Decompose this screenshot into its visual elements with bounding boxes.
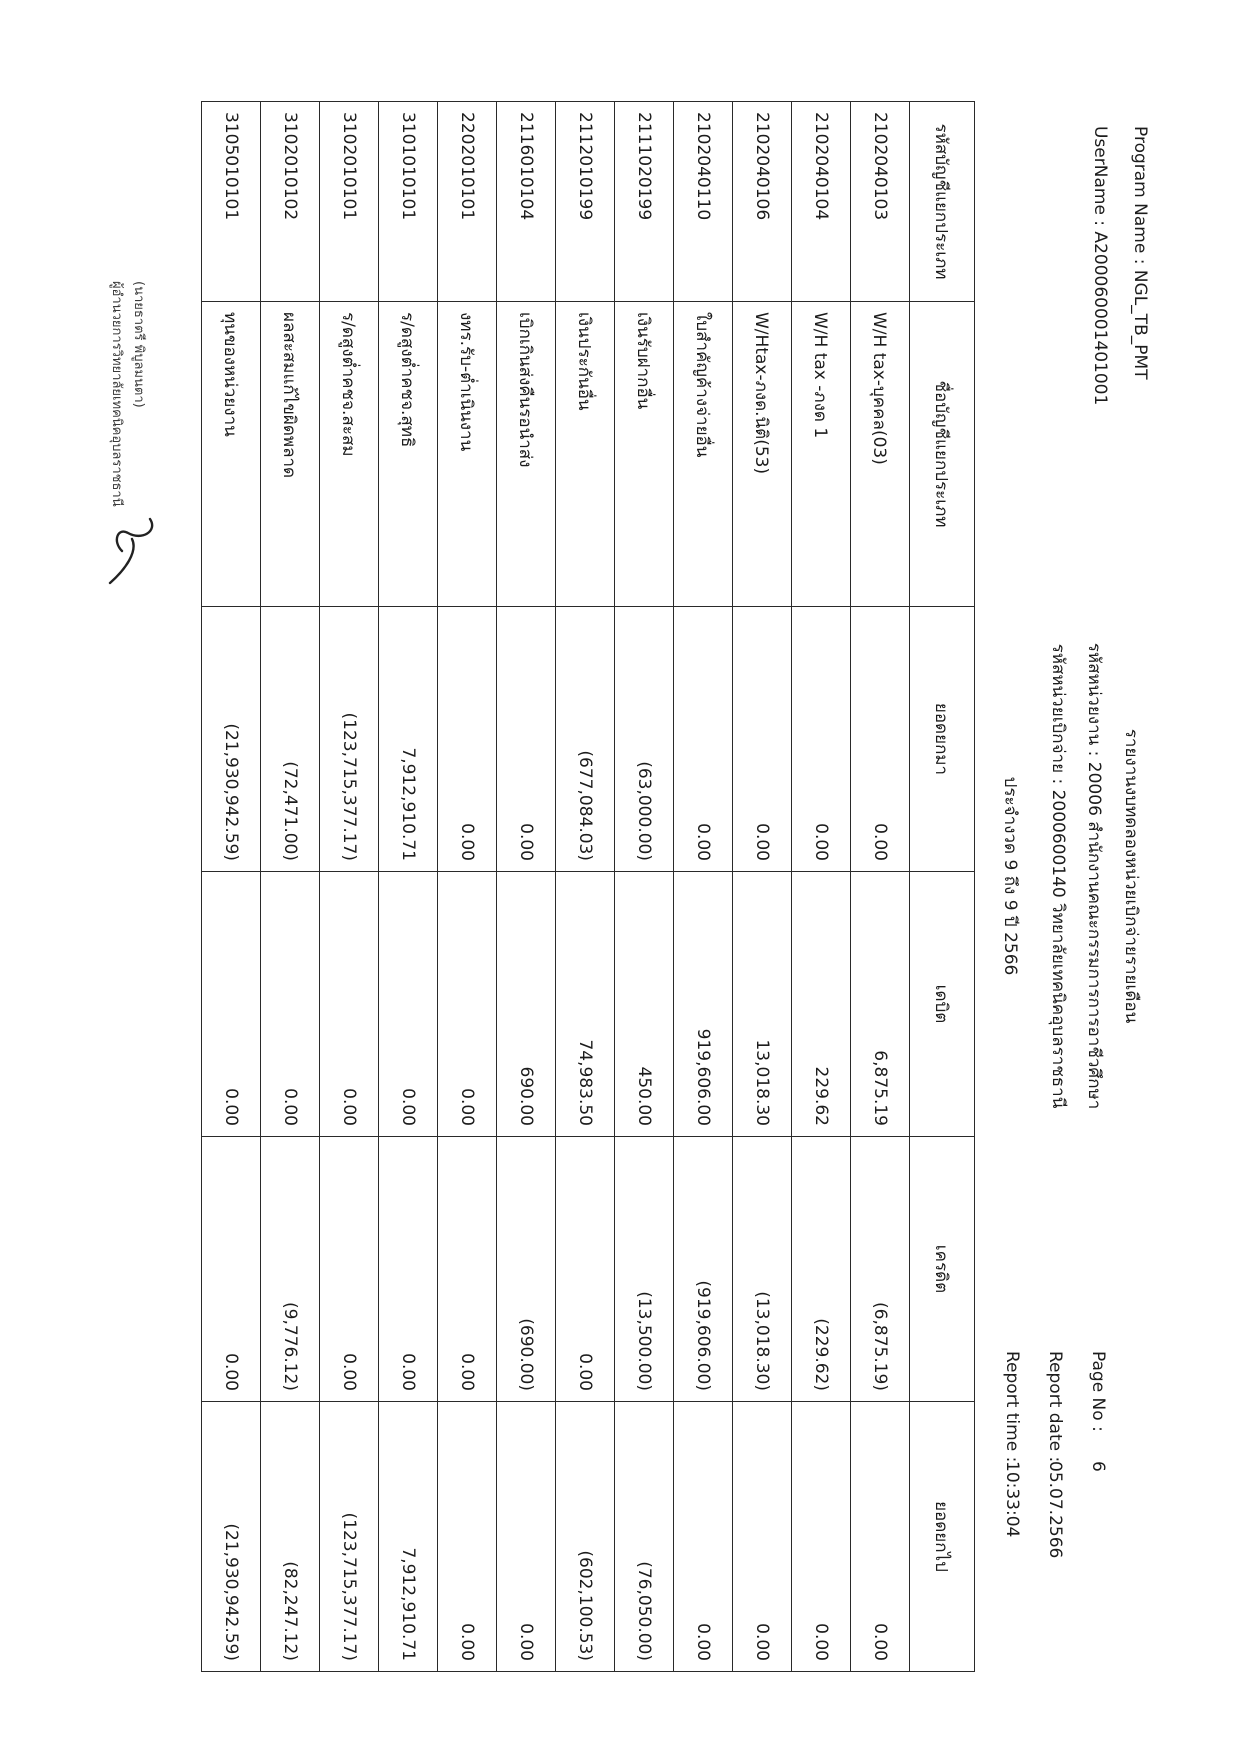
opening-balance-cell: (72,471.00) xyxy=(261,607,320,872)
closing-balance-cell: 0.00 xyxy=(851,1402,910,1672)
table-row xyxy=(556,102,615,1672)
debit-cell: 6,875.19 xyxy=(851,872,910,1137)
account-code-cell: 3105010101 xyxy=(202,102,261,302)
closing-balance-cell: 0.00 xyxy=(438,1402,497,1672)
account-name-cell: เงินประกันอื่น xyxy=(556,302,615,607)
closing-balance-cell: 0.00 xyxy=(733,1402,792,1672)
debit-cell: 690.00 xyxy=(497,872,556,1137)
credit-cell: 0.00 xyxy=(202,1137,261,1402)
program-name: Program Name : NGL_TB_PMT xyxy=(1130,126,1150,380)
account-code-cell: 2116010104 xyxy=(497,102,556,302)
page-no-value: 6 xyxy=(1088,1461,1108,1472)
credit-cell: (9,776.12) xyxy=(261,1137,320,1402)
account-code-cell: 2102040103 xyxy=(851,102,910,302)
col-account-code-header: รหัสบัญชีแยกประเภท xyxy=(910,102,975,302)
period-line: ประจำงวด 9 ถึง 9 ปี 2566 xyxy=(1000,776,1020,976)
opening-balance-cell: 0.00 xyxy=(497,607,556,872)
credit-cell: 0.00 xyxy=(379,1137,438,1402)
report-time-label: Report time : xyxy=(1002,1351,1022,1463)
credit-cell: (6,875.19) xyxy=(851,1137,910,1402)
account-name-cell: เงินรับฝากอื่น xyxy=(615,302,674,607)
closing-balance-cell: (76,050.00) xyxy=(615,1402,674,1672)
closing-balance-cell: 0.00 xyxy=(674,1402,733,1672)
debit-cell: 74,983.50 xyxy=(556,872,615,1137)
opening-balance-cell: 0.00 xyxy=(792,607,851,872)
closing-balance-cell: 0.00 xyxy=(497,1402,556,1672)
table-header-row xyxy=(910,102,975,1672)
report-page xyxy=(50,41,1190,1711)
account-code-cell: 2111020199 xyxy=(615,102,674,302)
debit-cell: 0.00 xyxy=(438,872,497,1137)
account-name-cell: ทุนของหน่วยงาน xyxy=(202,302,261,607)
debit-cell: 0.00 xyxy=(379,872,438,1137)
credit-cell: 0.00 xyxy=(320,1137,379,1402)
credit-cell: (13,018.30) xyxy=(733,1137,792,1402)
col-closing-balance-header: ยอดยกไป xyxy=(910,1402,975,1672)
closing-balance-cell: (82,247.12) xyxy=(261,1402,320,1672)
credit-cell: (690.00) xyxy=(497,1137,556,1402)
opening-balance-cell: (63,000.00) xyxy=(615,607,674,872)
account-name-cell: ผลสะสมแก้ไขผิดพลาด xyxy=(261,302,320,607)
account-code-cell: 2112010199 xyxy=(556,102,615,302)
report-date-value: 05.07.2566 xyxy=(1045,1461,1065,1559)
account-code-cell: 2202010101 xyxy=(438,102,497,302)
closing-balance-cell: (123,715,377.17) xyxy=(320,1402,379,1672)
opening-balance-cell: 7,912,910.71 xyxy=(379,607,438,872)
account-code-cell: 3102010101 xyxy=(320,102,379,302)
account-name-cell: เบิกเกินส่งคืนรอนำส่ง xyxy=(497,302,556,607)
debit-cell: 919,606.00 xyxy=(674,872,733,1137)
table-row xyxy=(733,102,792,1672)
disbursing-unit-line: รหัสหน่วยเบิกจ่าย : 2000600140 วิทยาลัยเทคนิคอุบลราชธานี xyxy=(1048,643,1068,1109)
opening-balance-cell: 0.00 xyxy=(733,607,792,872)
table-row xyxy=(615,102,674,1672)
account-name-cell: งทร.รับ-ต่ำเนินงาน xyxy=(438,302,497,607)
debit-cell: 13,018.30 xyxy=(733,872,792,1137)
account-name-cell: W/H tax -ภงด 1 xyxy=(792,302,851,607)
signer-role: ผู้อำนวยการวิทยาลัยเทคนิคอุบลราชธานี xyxy=(109,281,124,507)
table-row xyxy=(851,102,910,1672)
credit-cell: (229.62) xyxy=(792,1137,851,1402)
table-body xyxy=(202,102,910,1672)
report-date-label: Report date : xyxy=(1045,1351,1065,1463)
account-code-cell: 2102040104 xyxy=(792,102,851,302)
opening-balance-cell: 0.00 xyxy=(438,607,497,872)
col-account-name-header: ชื่อบัญชีแยกประเภท xyxy=(910,302,975,607)
account-code-cell: 2102040110 xyxy=(674,102,733,302)
table-row xyxy=(497,102,556,1672)
signer-name: (นายธาตรี พิบูลมนตา) xyxy=(131,281,146,408)
col-debit-header: เดบิต xyxy=(910,872,975,1137)
debit-cell: 0.00 xyxy=(261,872,320,1137)
credit-cell: (13,500.00) xyxy=(615,1137,674,1402)
account-code-cell: 3102010102 xyxy=(261,102,320,302)
opening-balance-cell: (677,084.03) xyxy=(556,607,615,872)
unit-line: รหัสหน่วยงาน : 20006 สำนักงานคณะกรรมการการอาชีวศึกษา xyxy=(1084,642,1104,1110)
account-name-cell: ร/ดสูงต่ำคชจ.สะสม xyxy=(320,302,379,607)
debit-cell: 229.62 xyxy=(792,872,851,1137)
credit-cell: (919,606.00) xyxy=(674,1137,733,1402)
signature-scribble xyxy=(102,511,162,591)
table-row xyxy=(438,102,497,1672)
user-name: UserName : A200060001401001 xyxy=(1090,126,1110,406)
trial-balance-table xyxy=(201,101,975,1672)
closing-balance-cell: (602,100.53) xyxy=(556,1402,615,1672)
account-code-cell: 3101010101 xyxy=(379,102,438,302)
credit-cell: 0.00 xyxy=(438,1137,497,1402)
debit-cell: 0.00 xyxy=(320,872,379,1137)
account-name-cell: W/Htax-ภงด.นิติ(53) xyxy=(733,302,792,607)
col-credit-header: เครดิต xyxy=(910,1137,975,1402)
account-name-cell: W/H tax-บุคคล(03) xyxy=(851,302,910,607)
table-row xyxy=(320,102,379,1672)
closing-balance-cell: 7,912,910.71 xyxy=(379,1402,438,1672)
table-row xyxy=(792,102,851,1672)
report-time-value: 10:33:04 xyxy=(1002,1461,1022,1538)
table-row xyxy=(202,102,261,1672)
table-row xyxy=(674,102,733,1672)
report-title: รายงานงบทดลองหน่วยเบิกจ่ายรายเดือน xyxy=(1121,728,1141,1024)
debit-cell: 450.00 xyxy=(615,872,674,1137)
opening-balance-cell: (123,715,377.17) xyxy=(320,607,379,872)
table-row xyxy=(261,102,320,1672)
account-name-cell: ใบสำคัญค้างจ่ายอื่น xyxy=(674,302,733,607)
col-opening-balance-header: ยอดยกมา xyxy=(910,607,975,872)
account-name-cell: ร/ดสูงต่ำคชจ.สุทธิ xyxy=(379,302,438,607)
closing-balance-cell: 0.00 xyxy=(792,1402,851,1672)
account-code-cell: 2102040106 xyxy=(733,102,792,302)
closing-balance-cell: (21,930,942.59) xyxy=(202,1402,261,1672)
table-row xyxy=(379,102,438,1672)
credit-cell: 0.00 xyxy=(556,1137,615,1402)
opening-balance-cell: (21,930,942.59) xyxy=(202,607,261,872)
opening-balance-cell: 0.00 xyxy=(674,607,733,872)
page-no-label: Page No : xyxy=(1088,1351,1108,1432)
debit-cell: 0.00 xyxy=(202,872,261,1137)
opening-balance-cell: 0.00 xyxy=(851,607,910,872)
